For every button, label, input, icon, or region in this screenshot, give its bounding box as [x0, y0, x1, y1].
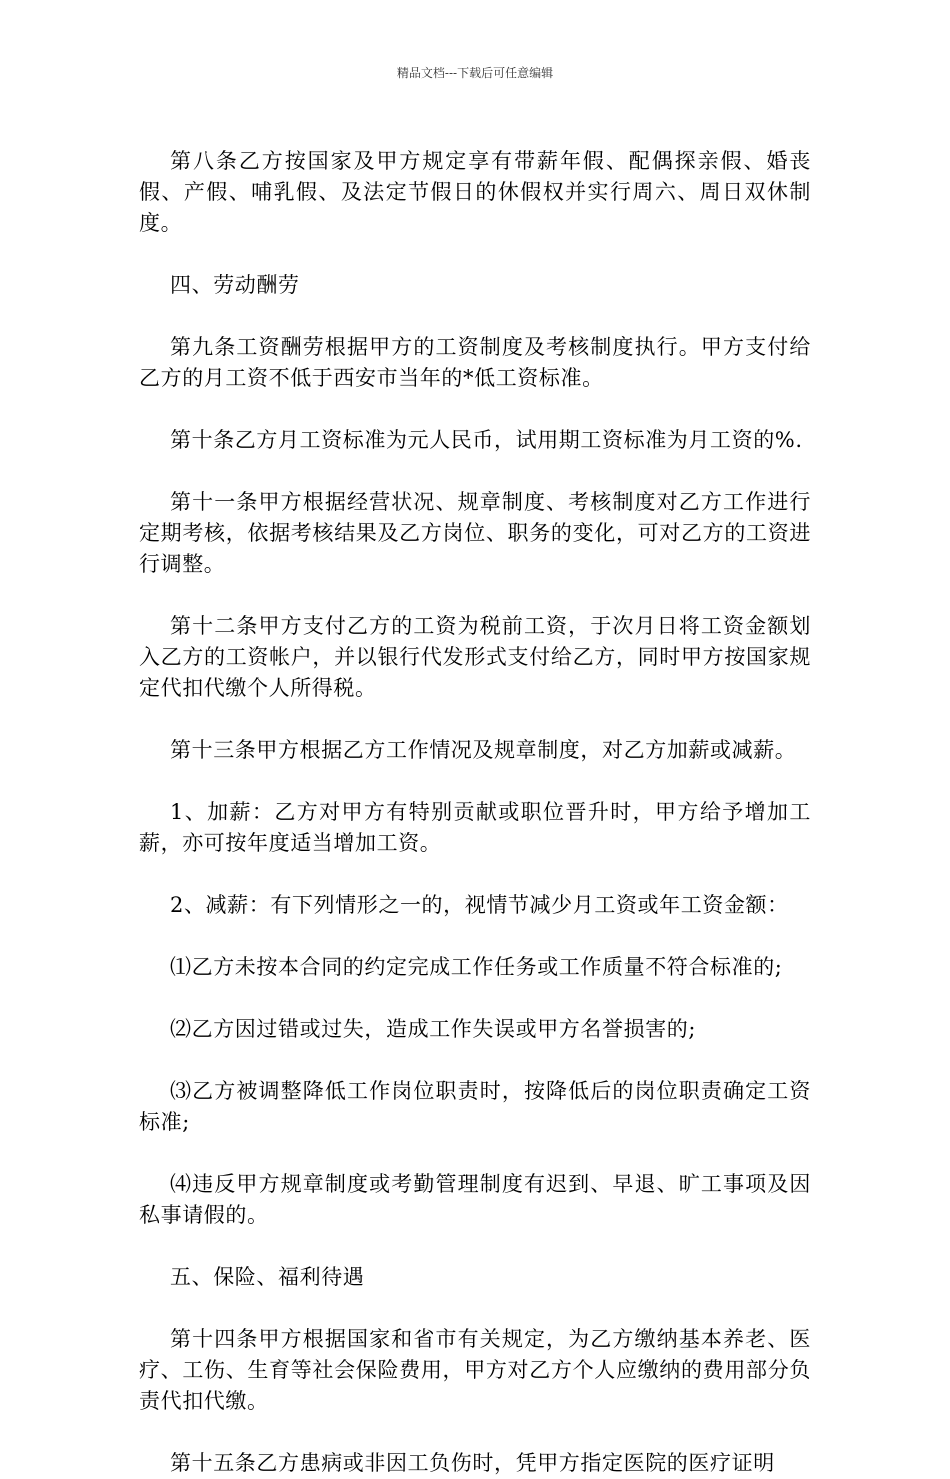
paragraph-raise: 1、加薪：乙方对甲方有特别贡献或职位晋升时，甲方给予增加工薪，亦可按年度适当增加工资。	[139, 800, 811, 855]
paragraph-article-14: 第十四条甲方根据国家和省市有关规定，为乙方缴纳基本养老、医疗、工伤、生育等社会保险费用，甲方对乙方个人应缴纳的费用部分负责代扣代缴。	[139, 1327, 811, 1413]
paragraph-article-9: 第九条工资酬劳根据甲方的工资制度及考核制度执行。甲方支付给乙方的月工资不低于西安市当年的*低工资标准。	[139, 335, 811, 390]
paragraph-reduction: 2、减薪：有下列情形之一的，视情节减少月工资或年工资金额：	[170, 893, 789, 917]
paragraph-article-10: 第十条乙方月工资标准为元人民币，试用期工资标准为月工资的%.	[170, 428, 803, 452]
paragraph-article-12: 第十二条甲方支付乙方的工资为税前工资，于次月日将工资金额划入乙方的工资帐户，并以银行代发形式支付给乙方，同时甲方按国家规定代扣代缴个人所得税。	[139, 614, 811, 700]
section-heading-remuneration: 四、劳动酬劳	[170, 273, 300, 297]
list-item-2: ⑵乙方因过错或过失，造成工作失误或甲方名誉损害的;	[170, 1017, 697, 1041]
paragraph-article-13: 第十三条甲方根据乙方工作情况及规章制度，对乙方加薪或减薪。	[170, 738, 797, 762]
document-body	[139, 146, 811, 1479]
paragraph-article-11: 第十一条甲方根据经营状况、规章制度、考核制度对乙方工作进行定期考核，依据考核结果及乙方岗位、职务的变化，可对乙方的工资进行调整。	[139, 490, 811, 576]
list-item-1: ⑴乙方未按本合同的约定完成工作任务或工作质量不符合标准的;	[170, 955, 783, 979]
list-item-4: ⑷违反甲方规章制度或考勤管理制度有迟到、早退、旷工事项及因私事请假的。	[139, 1172, 811, 1227]
paragraph-article-8: 第八条乙方按国家及甲方规定享有带薪年假、配偶探亲假、婚丧假、产假、哺乳假、及法定节假日的休假权并实行周六、周日双休制度。	[139, 149, 811, 235]
section-heading-insurance: 五、保险、福利待遇	[170, 1265, 365, 1289]
paragraph-article-15: 第十五条乙方患病或非因工负伤时，凭甲方指定医院的医疗证明	[170, 1451, 775, 1475]
page-header: 精品文档---下载后可任意编辑	[396, 66, 554, 80]
list-item-3: ⑶乙方被调整降低工作岗位职责时，按降低后的岗位职责确定工资标准;	[139, 1079, 811, 1134]
